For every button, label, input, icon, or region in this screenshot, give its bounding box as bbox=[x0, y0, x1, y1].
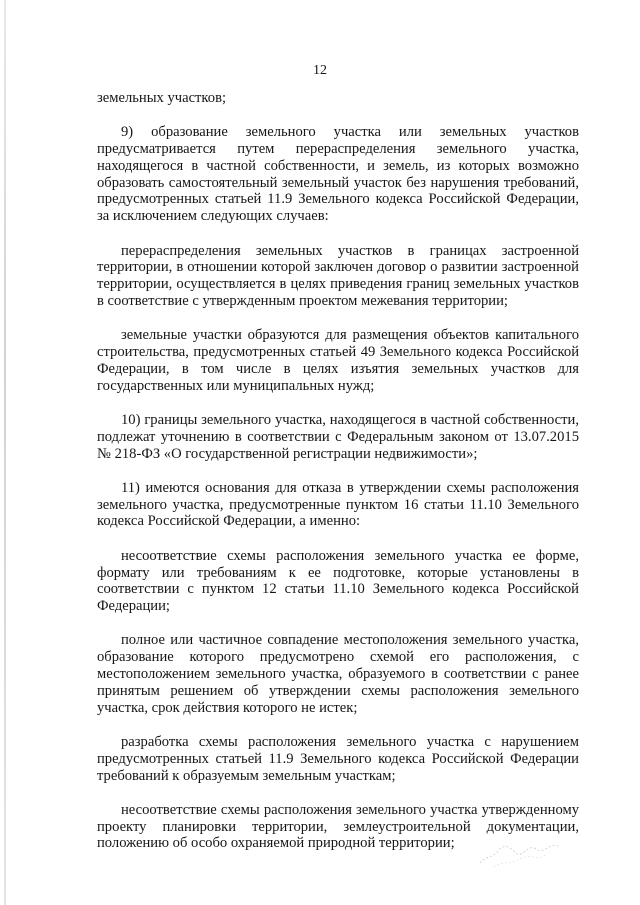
paragraph-item-10: 10) границы земельного участка, находящегося в частной собственности, подлежат уточнению в соответствии с Федеральным законом от 13.07.2015 № 218-ФЗ «О государственной регистрации недвижимости»; bbox=[97, 411, 579, 462]
paragraph-ground-3: разработка схемы расположения земельного участка с нарушением предусмотренных статьей 11.9 Земельного кодекса Российской Федерации требований к образуемым земельным участкам; bbox=[97, 733, 579, 784]
scan-edge bbox=[4, 0, 6, 905]
paragraph-ground-1: несоответствие схемы расположения земельного участка ее форме, формату или требованиям к ее подготовке, которые установлены в соответствии с пунктом 12 статьи 11.10 Земельного кодекса Российской Федерации; bbox=[97, 547, 579, 615]
paragraph-exception-1: перераспределения земельных участков в границах застроенной территории, в отношении которой заключен договор о развитии застроенной территории, осуществляется в целях приведения границ земельных участков в соответствие с утвержденным проектом межевания территории; bbox=[97, 242, 579, 309]
faint-signature-mark bbox=[476, 833, 566, 871]
document-body bbox=[97, 90, 579, 870]
paragraph-item-11: 11) имеются основания для отказа в утверждении схемы расположения земельного участка, предусмотренные пунктом 16 статьи 11.10 Земельного кодекса Российской Федерации, а именно: bbox=[97, 479, 579, 530]
paragraph-exception-2: земельные участки образуются для размещения объектов капитального строительства, предусмотренных статьей 49 Земельного кодекса Российской Федерации, в том числе в целях изъятия земельных участков для государственных или муниципальных нужд; bbox=[97, 327, 579, 394]
paragraph-item-9: 9) образование земельного участка или земельных участков предусматривается путем перераспределения земельного участка, находящегося в частной собственности, и земель, из которых возможно образовать самостоятельный земельный участок без нарушения требований, предусмотренных статьей 11.9 Земельного кодекса Российской Федерации, за исключением следующих случаев: bbox=[97, 124, 579, 225]
paragraph-ground-4: несоответствие схемы расположения земельного участка утвержденному проекту планировки территории, землеустроительной документации, положению об особо охраняемой природной территории; bbox=[97, 801, 579, 852]
paragraph-continuation: земельных участков; bbox=[97, 90, 227, 106]
paragraph-ground-2: полное или частичное совпадение местоположения земельного участка, образование которого предусмотрено схемой его расположения, с местоположением земельного участка, образуемого в соответствии с ранее принятым решением об утверждении схемы расположения земельного участка, срок действия которого не истек; bbox=[97, 632, 579, 716]
page-number: 12 bbox=[313, 63, 327, 78]
